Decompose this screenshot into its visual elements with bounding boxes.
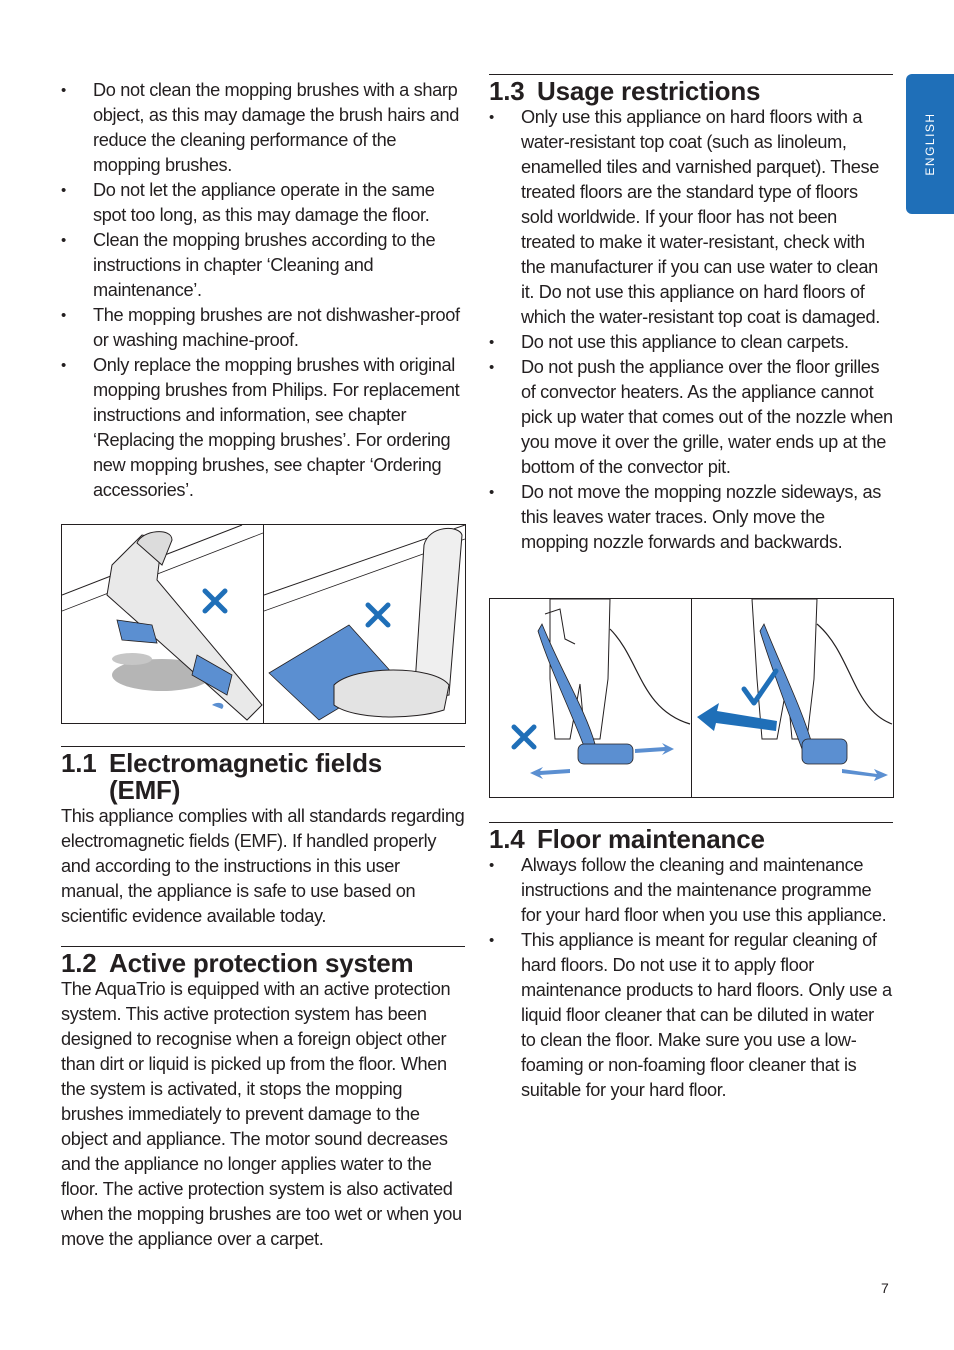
section-title: Active protection system [109,948,414,978]
intro-bullet-list-container [61,78,465,503]
illustration-carpet [263,525,465,723]
cross-icon [205,591,225,611]
usage-restrictions-list [489,105,893,555]
section-title: Floor maintenance [537,824,765,854]
cross-icon [368,605,388,625]
section-floor-maintenance [489,822,893,1103]
list-item: • The mopping brushes are not dishwasher-proof or washing machine-proof. [61,303,465,353]
list-item: • Do not let the appliance operate in the same spot too long, as this may damage the floor. [61,178,465,228]
list-item: • Do not clean the mopping brushes with a sharp object, as this may damage the brush hairs and reduce the cleaning performance of the mopping brushes. [61,78,465,178]
list-item: • Clean the mopping brushes according to the instructions in chapter ‘Cleaning and maintenance’. [61,228,465,303]
intro-bullet-list [61,78,465,503]
list-item: • This appliance is meant for regular cleaning of hard floors. Do not use it to apply floor maintenance products to hard floors. Only use a liquid floor cleaner that can be diluted in water to clean the floor. Make sure you use a low-foaming or non-foaming floor cleaner that is suitable for your hard floor. [489,928,893,1103]
usage-illustration-figure-right [489,598,894,798]
section-number: 1.2 [61,948,97,978]
language-tab-label: ENGLISH [923,112,937,176]
spill-illustration [62,525,263,723]
carpet-illustration [264,525,465,723]
cross-icon [514,727,534,747]
list-item: • Only replace the mopping brushes with original mopping brushes from Philips. For replacement instructions and information, see chapter ‘Replacing the mopping brushes’. For ordering new mopping brushes, see chapter ‘Ordering accessories’. [61,353,465,503]
sideways-illustration [490,599,691,797]
section-number: 1.1 [61,748,97,778]
list-item: • Do not push the appliance over the floor grilles of convector heaters. As the appliance cannot pick up water that comes out of the nozzle when you move it over the grille, water ends up at the bottom of the convector pit. [489,355,893,480]
section-heading [61,947,465,977]
section-heading [61,747,465,804]
language-tab [906,74,954,214]
illustration-sideways-wrong [490,599,691,797]
section-emf [61,746,465,929]
forward-illustration [692,599,893,797]
list-item: • Only use this appliance on hard floors with a water-resistant top coat (such as linoleum, enamelled tiles and varnished parquet). These treated floors are the standard type of floors sold worldwide. If your floor has not been treated to make it water-resistant, check with the manufacturer if you can use water to clean it. Do not use this appliance on hard floors of which the water-resistant top coat is damaged. [489,105,893,330]
section-heading [489,823,893,853]
section-title: Usage restrictions [537,76,761,106]
illustration-water-spill [62,525,263,723]
usage-illustration-figure-left [61,524,466,724]
section-number: 1.4 [489,824,525,854]
list-item: • Do not move the mopping nozzle sideways, as this leaves water traces. Only move the mopping nozzle forwards and backwards. [489,480,893,555]
illustration-forward-correct [691,599,893,797]
section-body: This appliance complies with all standards regarding electromagnetic fields (EMF). If handled properly and according to the instructions in this user manual, the appliance is safe to use based on scientific evidence available today. [61,806,465,926]
section-usage-restrictions [489,74,893,555]
page-number: 7 [881,1280,889,1296]
list-item: • Always follow the cleaning and maintenance instructions and the maintenance programme for your hard floor when you use this appliance. [489,853,893,928]
floor-maintenance-list [489,853,893,1103]
section-active-protection [61,946,465,1252]
section-body: The AquaTrio is equipped with an active protection system. This active protection system has been designed to recognise when a foreign object other than dirt or liquid is picked up from the floor. When the system is activated, it stops the mopping brushes immediately to prevent damage to the object and appliance. The motor sound decreases and the appliance no longer applies water to the floor. The active protection system is also activated when the mopping brushes are too wet or when you move the appliance over a carpet. [61,979,462,1249]
section-title-line2: (EMF) [109,775,181,805]
section-heading [489,75,893,105]
list-item: • Do not use this appliance to clean carpets. [489,330,893,355]
section-number: 1.3 [489,76,525,106]
section-title-line1: Electromagnetic fields [109,748,383,778]
